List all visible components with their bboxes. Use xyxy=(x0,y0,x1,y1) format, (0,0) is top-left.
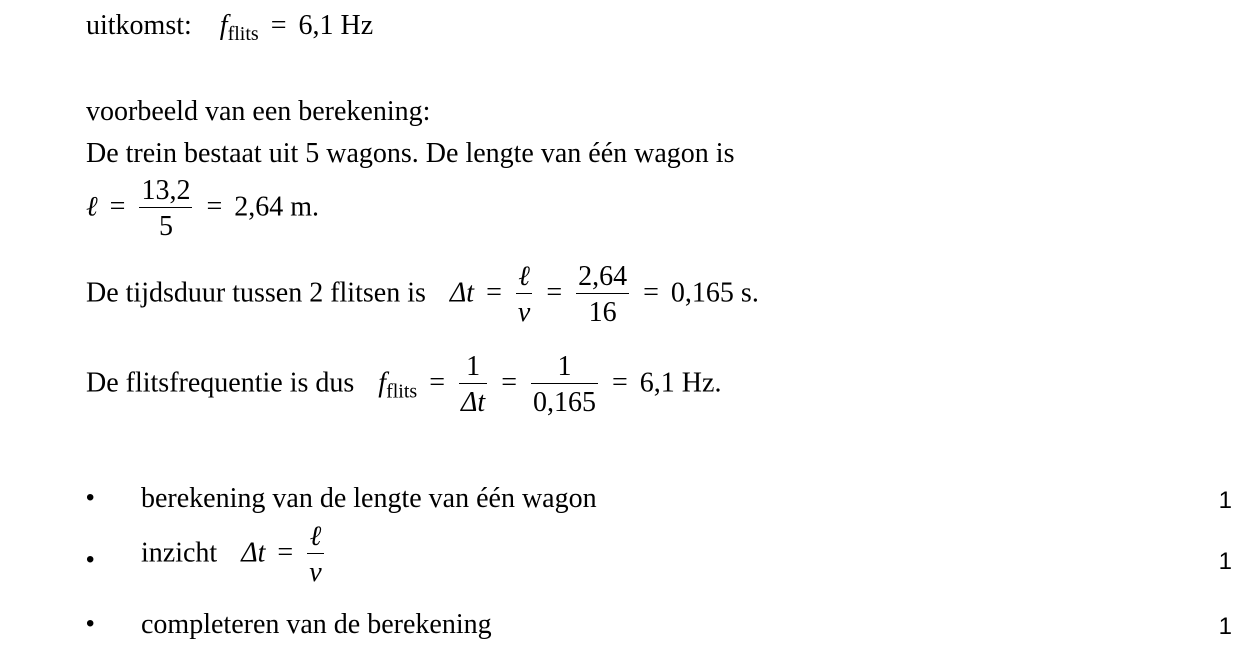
criterion-formula-num: ℓ xyxy=(309,521,322,552)
length-numerator: 13,2 xyxy=(141,175,191,206)
duration-frac2-num: 2,64 xyxy=(578,261,628,292)
frequency-text: De flitsfrequentie is dus xyxy=(86,367,355,399)
duration-equation: De tijdsduur tussen 2 flitsen is Δt = $\frac{\text{ℓ}}{v}$ = $\frac{2,64}{16}$ = 0,165 s. xyxy=(86,261,759,329)
length-result: 2,64 m. xyxy=(234,191,320,223)
frequency-frac1-den: Δt xyxy=(459,383,487,417)
bullet-icon: • xyxy=(86,610,95,637)
criterion-formula-var: Δt xyxy=(241,537,266,569)
duration-frac2-den: 16 xyxy=(576,293,629,327)
criterion-points: 1 xyxy=(1218,548,1232,575)
frequency-frac1-num: 1 xyxy=(466,351,481,382)
criterion-text: completeren van de berekening xyxy=(141,609,492,640)
equals-sign: = xyxy=(270,10,287,41)
frequency-sub: flits xyxy=(386,380,418,403)
length-fraction xyxy=(139,176,192,242)
duration-frac1-num: ℓ xyxy=(518,261,530,292)
outcome-line xyxy=(86,10,374,45)
bullet-icon: • xyxy=(86,546,95,573)
bullet-icon: • xyxy=(86,484,95,511)
criterion-formula-den: v xyxy=(307,553,323,587)
duration-var: Δt xyxy=(449,277,475,309)
paragraph-wagons: De trein bestaat uit 5 wagons. De lengte van één wagon is xyxy=(86,138,735,169)
criterion-points: 1 xyxy=(1218,613,1232,640)
frequency-result: 6,1 Hz. xyxy=(639,367,722,399)
outcome-sub: flits xyxy=(227,23,259,45)
frequency-equation: De flitsfrequentie is dus $f_{flits}$ = $\frac{1}{\Delta t}$ = $\frac{1}{0,165}$ = 6,1 Hz. xyxy=(86,351,722,419)
frequency-var: f xyxy=(378,367,387,399)
duration-text: De tijdsduur tussen 2 flitsen is xyxy=(86,277,426,309)
duration-fraction-2 xyxy=(576,262,629,328)
duration-frac1-den: v xyxy=(516,293,532,327)
length-equation: ℓ = $\frac{13,2}{5}$ = 2,64 m. xyxy=(86,175,320,243)
duration-result: 0,165 s. xyxy=(670,277,759,309)
outcome-label: uitkomst: xyxy=(86,10,192,41)
frequency-frac2-num: 1 xyxy=(557,351,572,382)
length-denominator: 5 xyxy=(139,207,192,241)
frequency-frac2-den: 0,165 xyxy=(531,383,598,417)
duration-fraction-1 xyxy=(516,262,532,328)
frequency-fraction-1 xyxy=(459,352,487,418)
outcome-var: f xyxy=(219,10,228,41)
criterion-text-formula: inzicht Δt = $\frac{\text{ℓ}}{v}$ xyxy=(141,521,322,589)
outcome-value: 6,1 Hz xyxy=(298,10,374,41)
criterion-text: inzicht xyxy=(141,537,218,569)
frequency-fraction-2 xyxy=(531,352,598,418)
length-var: ℓ xyxy=(86,191,98,223)
criterion-text: berekening van de lengte van één wagon xyxy=(141,483,597,514)
example-heading: voorbeeld van een berekening: xyxy=(86,96,431,127)
criterion-formula-fraction xyxy=(307,522,323,588)
criterion-points: 1 xyxy=(1218,487,1232,514)
